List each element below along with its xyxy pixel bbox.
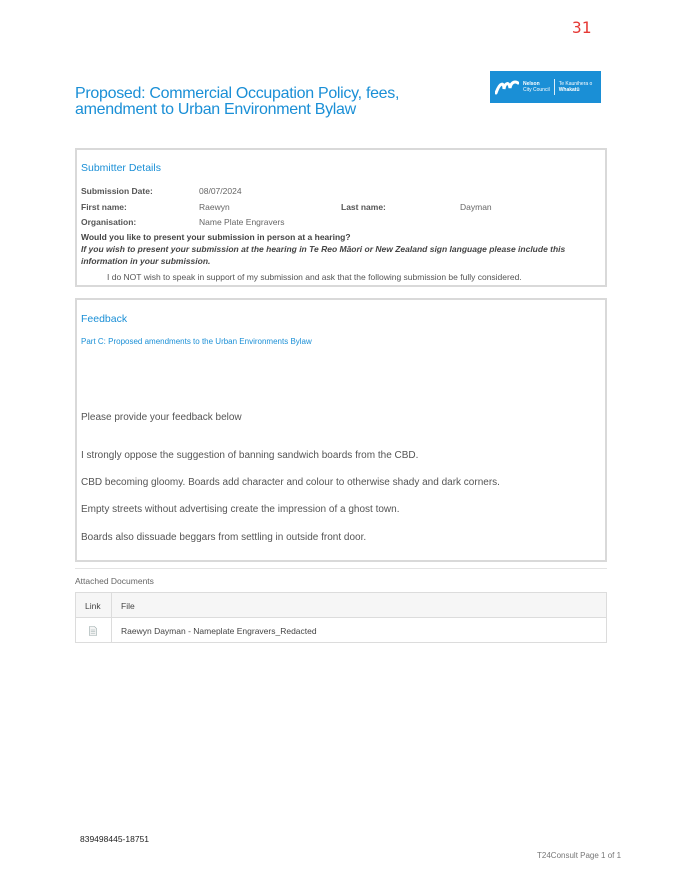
feedback-paragraph: I strongly oppose the suggestion of banning sandwich boards from the CBD. xyxy=(81,450,419,461)
attachments-table-header xyxy=(76,593,606,618)
page-footer: T24Consult Page 1 of 1 xyxy=(537,851,622,860)
column-header-link: Link xyxy=(85,601,101,611)
attachments-table xyxy=(75,592,607,643)
organisation-value: Name Plate Engravers xyxy=(199,217,285,227)
hearing-answer: I do NOT wish to speak in support of my submission and ask that the following submission be fully considered. xyxy=(107,272,522,282)
logo-name-line2: City Council xyxy=(523,87,550,93)
attachments-divider xyxy=(75,568,607,569)
page-title: Proposed: Commercial Occupation Policy, fees, amendment to Urban Environment Bylaw xyxy=(75,85,400,118)
logo-maori-line1: Te Kaunihera o xyxy=(558,81,593,87)
feedback-panel xyxy=(75,298,607,562)
column-header-file: File xyxy=(121,601,135,611)
logo-divider xyxy=(554,79,555,95)
council-logo-mark-icon xyxy=(495,78,519,96)
feedback-heading: Feedback xyxy=(81,313,128,325)
column-divider xyxy=(111,593,112,642)
feedback-paragraph: Empty streets without advertising create the impression of a ghost town. xyxy=(81,504,400,515)
council-logo xyxy=(490,71,601,103)
feedback-prompt: Please provide your feedback below xyxy=(81,412,242,423)
attachments-heading: Attached Documents xyxy=(75,576,154,586)
logo-maori-line2: Whakatū xyxy=(558,87,580,93)
organisation-label: Organisation: xyxy=(81,217,137,227)
hearing-question: Would you like to present your submission in person at a hearing? xyxy=(81,232,351,242)
feedback-paragraph: Boards also dissuade beggars from settling in outside front door. xyxy=(81,532,367,543)
last-name-value: Dayman xyxy=(460,202,492,212)
document-icon[interactable] xyxy=(89,626,97,636)
submitter-details-heading: Submitter Details xyxy=(81,162,161,174)
first-name-value: Raewyn xyxy=(199,202,230,212)
page-number: 31 xyxy=(572,18,592,37)
submission-date-value: 08/07/2024 xyxy=(199,186,242,196)
attachment-file-link[interactable]: Raewyn Dayman - Nameplate Engravers_Redacted xyxy=(121,626,317,636)
document-id: 839498445-18751 xyxy=(80,834,150,844)
submission-date-label: Submission Date: xyxy=(81,186,153,196)
first-name-label: First name: xyxy=(81,202,127,212)
submitter-details-panel xyxy=(75,148,607,287)
last-name-label: Last name: xyxy=(341,202,386,212)
hearing-note: If you wish to present your submission at the hearing in Te Reo Māori or New Zealand sign language please include this information in your submission. xyxy=(81,244,566,266)
feedback-part-label: Part C: Proposed amendments to the Urban Environments Bylaw xyxy=(81,337,312,346)
feedback-paragraph: CBD becoming gloomy. Boards add character and colour to otherwise shady and dark corners. xyxy=(81,477,500,488)
logo-name-line1: Nelson xyxy=(523,81,540,87)
